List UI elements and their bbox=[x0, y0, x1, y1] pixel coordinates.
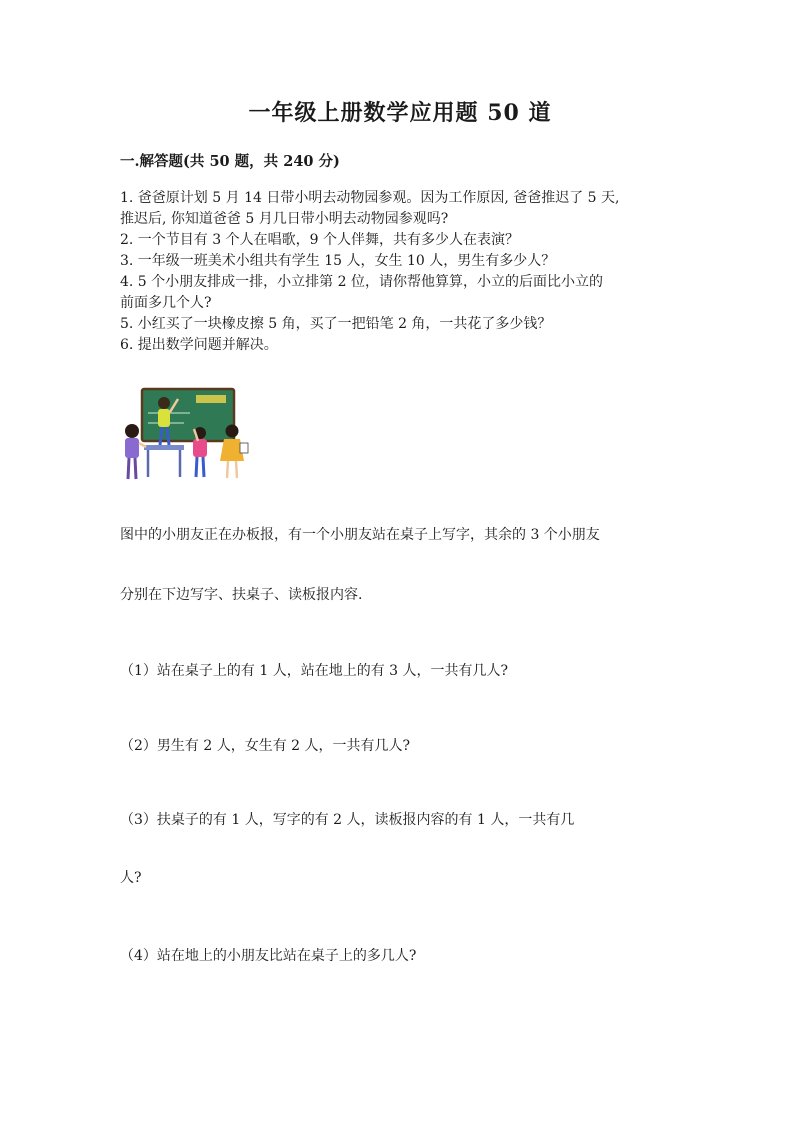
child-holding-table bbox=[125, 424, 139, 438]
sub-question-1: （1）站在桌子上的有 1 人，站在地上的有 3 人，一共有几人? bbox=[120, 663, 509, 679]
child-reading bbox=[226, 425, 239, 438]
page-title: 一年级上册数学应用题 50 道 bbox=[248, 100, 552, 126]
blackboard-children-illustration bbox=[118, 385, 258, 485]
table bbox=[144, 445, 184, 450]
section-heading: 一.解答题(共 50 题，共 240 分) bbox=[120, 153, 340, 170]
child-on-table bbox=[158, 397, 170, 409]
question-3: 3. 一年级一班美术小组共有学生 15 人，女生 10 人，男生有多少人？ bbox=[120, 253, 556, 269]
sub-question-3-line-1: （3）扶桌子的有 1 人，写字的有 2 人，读板报内容的有 1 人，一共有几 bbox=[120, 812, 575, 828]
sub-question-3-line-2: 人? bbox=[120, 870, 142, 886]
question-4-line-2: 前面多几个人? bbox=[120, 295, 212, 311]
question-2: 2. 一个节目有 3 个人在唱歌，9 个人伴舞，共有多少人在表演？ bbox=[120, 232, 519, 248]
question-1-line-1: 1. 爸爸原计划 5 月 14 日带小明去动物园参观。因为工作原因, 爸爸推迟了 5 天, bbox=[120, 190, 620, 206]
sub-question-2: （2）男生有 2 人，女生有 2 人，一共有几人? bbox=[120, 738, 411, 754]
question-6: 6. 提出数学问题并解决。 bbox=[120, 337, 278, 353]
picture-description-line-1: 图中的小朋友正在办板报，有一个小朋友站在桌子上写字，其余的 3 个小朋友 bbox=[120, 527, 600, 543]
sub-question-4: （4）站在地上的小朋友比站在桌子上的多几人? bbox=[120, 948, 417, 964]
question-4-line-1: 4. 5 个小朋友排成一排，小立排第 2 位，请你帮他算算，小立的后面比小立的 bbox=[120, 274, 603, 290]
question-5: 5. 小红买了一块橡皮擦 5 角，买了一把铅笔 2 角，一共花了多少钱？ bbox=[120, 316, 552, 332]
picture-description-line-2: 分别在下边写字、扶桌子、读板报内容. bbox=[120, 587, 363, 603]
question-1-line-2: 推迟后, 你知道爸爸 5 月几日带小明去动物园参观吗? bbox=[120, 211, 449, 227]
